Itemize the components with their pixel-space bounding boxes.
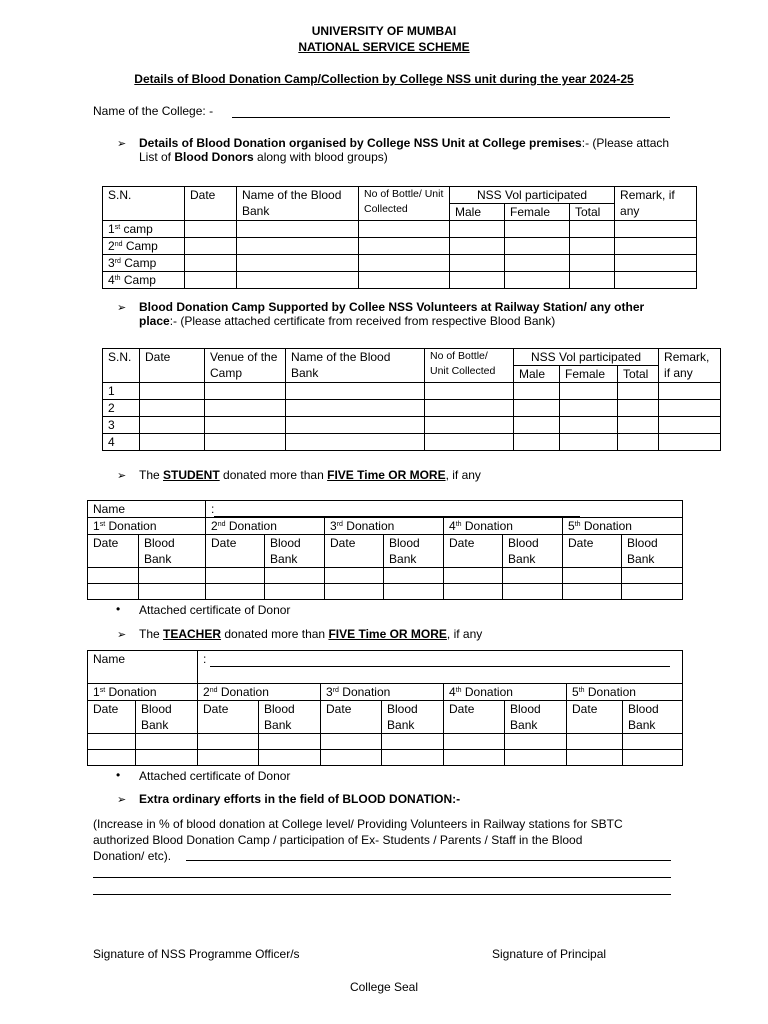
cell[interactable] [88,734,136,750]
row-label: 1st camp [103,221,185,238]
donation-header: 2nd Donation [198,684,321,701]
student-donation-table [87,500,683,600]
student-who: STUDENT [163,468,220,482]
student-heading: The STUDENT donated more than FIVE Time OR MORE, if any [139,468,481,482]
college-seal: College Seal [349,980,419,994]
header-total: Total [618,366,659,383]
cell[interactable] [136,750,198,766]
table-row [88,734,683,750]
cell[interactable] [618,400,659,417]
cell[interactable] [450,238,505,255]
cell[interactable] [425,434,514,451]
cell[interactable] [567,734,623,750]
cell[interactable] [570,221,615,238]
donation-header: 4th Donation [444,518,563,535]
cell[interactable] [567,750,623,766]
header-date: Date [563,535,622,568]
extra-answer-line[interactable] [93,877,671,878]
header-male: Male [450,204,505,221]
donation-header: 1st Donation [88,518,206,535]
cell[interactable] [563,584,622,600]
cell[interactable] [615,255,697,272]
section2-heading [139,300,719,328]
cell[interactable] [88,584,139,600]
header-date: Date [567,701,623,734]
header-blood-bank: Blood Bank [623,701,683,734]
section2-bold2: place [139,314,170,328]
cell[interactable] [140,383,205,400]
extra-line3: Donation/ etc). [93,849,172,863]
donation-header: 5th Donation [563,518,683,535]
header-blood-bank: Blood Bank [503,535,563,568]
header-blood-bank: Blood Bank [382,701,444,734]
teacher-name-field[interactable]: : [198,651,683,684]
bullet-icon: • [116,768,121,782]
cell[interactable] [140,417,205,434]
cell[interactable] [615,221,697,238]
arrow-bullet-icon: ➢ [117,138,127,150]
cell[interactable] [560,434,618,451]
cell[interactable] [359,238,450,255]
arrow-bullet-icon: ➢ [117,470,127,482]
teacher-heading: The TEACHER donated more than FIVE Time OR MORE, if any [139,627,483,641]
header-nss-vol: NSS Vol participated [514,349,659,366]
cell[interactable] [205,383,286,400]
header-blood-bank: Name of the Blood Bank [286,349,425,383]
table-row [103,272,697,289]
signature-principal: Signature of Principal [492,947,607,961]
cell[interactable] [615,272,697,289]
camp-table [102,186,697,289]
cell[interactable] [563,568,622,584]
cell[interactable] [505,750,567,766]
header-bottles: No of Bottle/ Unit Collected [359,187,450,221]
header-date: Date [325,535,384,568]
header-date: Date [206,535,265,568]
cell[interactable] [505,272,570,289]
cell[interactable] [237,221,359,238]
header-female: Female [560,366,618,383]
header-total: Total [570,204,615,221]
section1-line2-post: along with blood groups) [253,150,388,164]
table-row [103,255,697,272]
cell[interactable] [659,417,721,434]
header-sn: S.N. [103,187,185,221]
arrow-bullet-icon: ➢ [117,302,127,314]
cell[interactable] [425,383,514,400]
header-date: Date [140,349,205,383]
teacher-five: FIVE Time OR MORE [328,627,447,641]
cell[interactable] [325,568,384,584]
cell[interactable] [622,584,683,600]
teacher-who: TEACHER [163,627,222,641]
cell[interactable] [514,400,560,417]
cell[interactable] [205,400,286,417]
table-row [88,584,683,600]
cell[interactable] [198,734,259,750]
header-bottles: No of Bottle/ Unit Collected [425,349,514,383]
header-female: Female [505,204,570,221]
extra-answer-line[interactable] [93,894,671,895]
student-name-label: Name [88,501,206,518]
row-label: 2nd Camp [103,238,185,255]
table-row [103,434,721,451]
cell[interactable] [514,383,560,400]
student-five: FIVE Time OR MORE [327,468,446,482]
cell[interactable] [514,417,560,434]
student-note: Attached certificate of Donor [139,603,291,617]
header-blood-bank: Blood Bank [505,701,567,734]
header-date: Date [321,701,382,734]
university-name: UNIVERSITY OF MUMBAI [311,24,457,38]
donation-header: 5th Donation [567,684,683,701]
cell[interactable] [139,584,206,600]
row-number: 4 [103,434,140,451]
table-row [103,238,697,255]
header-date: Date [444,535,503,568]
cell[interactable] [140,400,205,417]
cell[interactable] [237,238,359,255]
section2-rest: :- (Please attached certificate from received from respective Blood Bank) [169,314,556,328]
teacher-name-label: Name [88,651,198,684]
teacher-donation-table [87,650,683,766]
section1-bold: Details of Blood Donation organised by College NSS Unit at College premises [139,136,582,150]
cell[interactable] [505,221,570,238]
cell[interactable] [136,734,198,750]
table-row [103,221,697,238]
cell[interactable] [623,734,683,750]
cell[interactable] [259,750,321,766]
section1-line2-pre: List of [139,150,175,164]
header-date: Date [444,701,505,734]
cell[interactable] [659,383,721,400]
cell[interactable] [259,734,321,750]
cell[interactable] [140,434,205,451]
cell[interactable] [444,568,503,584]
scheme-name: NATIONAL SERVICE SCHEME [298,40,470,54]
donation-header: 2nd Donation [206,518,325,535]
cell[interactable] [286,417,425,434]
cell[interactable] [359,255,450,272]
cell[interactable] [206,584,265,600]
header-blood-bank: Blood Bank [265,535,325,568]
cell[interactable] [384,568,444,584]
cell[interactable] [237,272,359,289]
cell[interactable] [139,568,206,584]
cell[interactable] [570,238,615,255]
student-name-field[interactable]: : [206,501,683,518]
cell[interactable] [560,417,618,434]
row-label: 4th Camp [103,272,185,289]
cell[interactable] [88,750,136,766]
header-blood-bank: Blood Bank [384,535,444,568]
cell[interactable] [425,417,514,434]
cell[interactable] [382,734,444,750]
page-title: Details of Blood Donation Camp/Collection by College NSS unit during the year 2024-25 [134,72,634,86]
row-number: 3 [103,417,140,434]
cell[interactable] [265,568,325,584]
table-row [103,400,721,417]
header-blood-bank: Blood Bank [136,701,198,734]
header-venue: Venue of the Camp [205,349,286,383]
cell[interactable] [237,255,359,272]
cell[interactable] [205,434,286,451]
donation-header: 1st Donation [88,684,198,701]
cell[interactable] [444,750,505,766]
cell[interactable] [505,734,567,750]
cell[interactable] [185,255,237,272]
section1-rest: :- (Please attach [581,136,670,150]
cell[interactable] [450,221,505,238]
cell[interactable] [286,400,425,417]
cell[interactable] [622,568,683,584]
table-row [88,568,683,584]
teacher-note: Attached certificate of Donor [139,769,291,783]
donation-header: 3rd Donation [321,684,444,701]
cell[interactable] [444,584,503,600]
cell[interactable] [206,568,265,584]
header-date: Date [88,701,136,734]
cell[interactable] [615,238,697,255]
header-nss-vol: NSS Vol participated [450,187,615,204]
cell[interactable] [359,221,450,238]
cell[interactable] [185,238,237,255]
table-row [88,750,683,766]
section1-line2-bold: Blood Donors [174,150,254,164]
cell[interactable] [505,238,570,255]
row-number: 2 [103,400,140,417]
extra-description [93,816,693,864]
table-row [103,417,721,434]
cell[interactable] [618,417,659,434]
header-sn: S.N. [103,349,140,383]
cell[interactable] [503,568,563,584]
header-date: Date [88,535,139,568]
section2-bold1: Blood Donation Camp Supported by Collee NSS Volunteers at Railway Station/ any other [139,300,645,314]
cell[interactable] [384,584,444,600]
arrow-bullet-icon: ➢ [117,794,127,806]
cell[interactable] [659,434,721,451]
cell[interactable] [618,434,659,451]
cell[interactable] [198,750,259,766]
cell[interactable] [325,584,384,600]
cell[interactable] [618,383,659,400]
cell[interactable] [505,255,570,272]
cell[interactable] [286,434,425,451]
cell[interactable] [570,272,615,289]
signature-programme-officer: Signature of NSS Programme Officer/s [93,947,300,961]
cell[interactable] [560,383,618,400]
arrow-bullet-icon: ➢ [117,629,127,641]
extra-line2: authorized Blood Donation Camp / participation of Ex- Students / Parents / Staff in the Blood [93,833,583,847]
cell[interactable] [265,584,325,600]
cell[interactable] [514,434,560,451]
cell[interactable] [359,272,450,289]
college-name-label: Name of the College: - [93,104,214,118]
donation-header: 4th Donation [444,684,567,701]
cell[interactable] [382,750,444,766]
cell[interactable] [321,734,382,750]
cell[interactable] [321,750,382,766]
cell[interactable] [286,383,425,400]
cell[interactable] [450,272,505,289]
header-blood-bank: Blood Bank [139,535,206,568]
college-name-line[interactable] [232,117,670,118]
extra-line1: (Increase in % of blood donation at College level/ Providing Volunteers in Railway stations for SBTC [93,817,623,831]
bullet-icon: • [116,602,121,616]
cell[interactable] [659,400,721,417]
header-remark: Remark, if any [659,349,721,383]
cell[interactable] [570,255,615,272]
cell[interactable] [185,272,237,289]
header-male: Male [514,366,560,383]
cell[interactable] [560,400,618,417]
railway-camp-table [102,348,721,451]
header-blood-bank: Name of the Blood Bank [237,187,359,221]
section1-heading [139,136,699,164]
extra-answer-line[interactable] [186,860,671,861]
cell[interactable] [444,734,505,750]
header-blood-bank: Blood Bank [622,535,683,568]
extra-heading: Extra ordinary efforts in the field of BLOOD DONATION:- [139,792,461,806]
row-label: 3rd Camp [103,255,185,272]
cell[interactable] [623,750,683,766]
donation-header: 3rd Donation [325,518,444,535]
cell[interactable] [450,255,505,272]
cell[interactable] [185,221,237,238]
cell[interactable] [503,584,563,600]
row-number: 1 [103,383,140,400]
header-remark: Remark, if any [615,187,697,221]
cell[interactable] [205,417,286,434]
header-blood-bank: Blood Bank [259,701,321,734]
cell[interactable] [88,568,139,584]
table-row [103,383,721,400]
header-date: Date [198,701,259,734]
header-date: Date [185,187,237,221]
cell[interactable] [425,400,514,417]
